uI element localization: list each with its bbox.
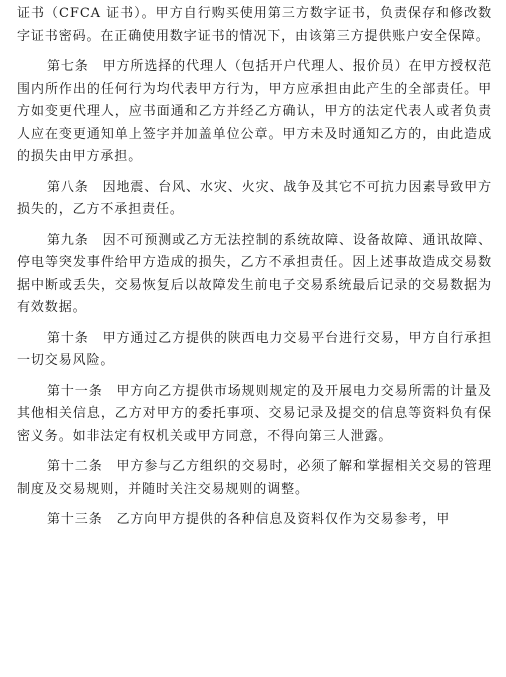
article-12: 第十二条 甲方参与乙方组织的交易时，必须了解和掌握相关交易的管理制度及交易规则，并随时关注交易规则的调整。 <box>17 459 492 497</box>
article-8: 第八条 因地震、台风、水灾、火灾、战争及其它不可抗力因素导致甲方损失的，乙方不承担责任。 <box>17 179 492 217</box>
article-10: 第十条 甲方通过乙方提供的陕西电力交易平台进行交易，甲方自行承担一切交易风险。 <box>17 330 492 368</box>
article-9: 第九条 因不可预测或乙方无法控制的系统故障、设备故障、通讯故障、停电等突发事件给甲方造成的损失，乙方不承担责任。因上述事故造成交易数据中断或丢失，交易恢复后以故障发生前电子交易系统最后记录的交易数据为有效数据。 <box>17 232 492 315</box>
paragraph-cfca-continuation: 证书（CFCA 证书）。甲方自行购买使用第三方数字证书，负责保存和修改数字证书密码。在正确使用数字证书的情况下，由该第三方提供账户安全保障。 <box>17 6 492 44</box>
article-13-partial: 第十三条 乙方向甲方提供的各种信息及资料仅作为交易参考，甲 <box>47 512 451 527</box>
article-11: 第十一条 甲方向乙方提供市场规则规定的及开展电力交易所需的计量及其他相关信息，乙方对甲方的委托事项、交易记录及提交的信息等资料负有保密义务。如非法定有权机关或甲方同意，不得向第三人泄露。 <box>17 383 492 444</box>
contract-document <box>17 3 492 532</box>
article-7: 第七条 甲方所选择的代理人（包括开户代理人、报价员）在甲方授权范围内所作出的任何行为均代表甲方行为，甲方应承担由此产生的全部责任。甲方如变更代理人，应书面通和乙方并经乙方确认，甲方的法定代表人或者负责人应在变更通知单上签字并加盖单位公章。甲方未及时通知乙方的，由此造成的损失由甲方承担。 <box>17 59 492 164</box>
